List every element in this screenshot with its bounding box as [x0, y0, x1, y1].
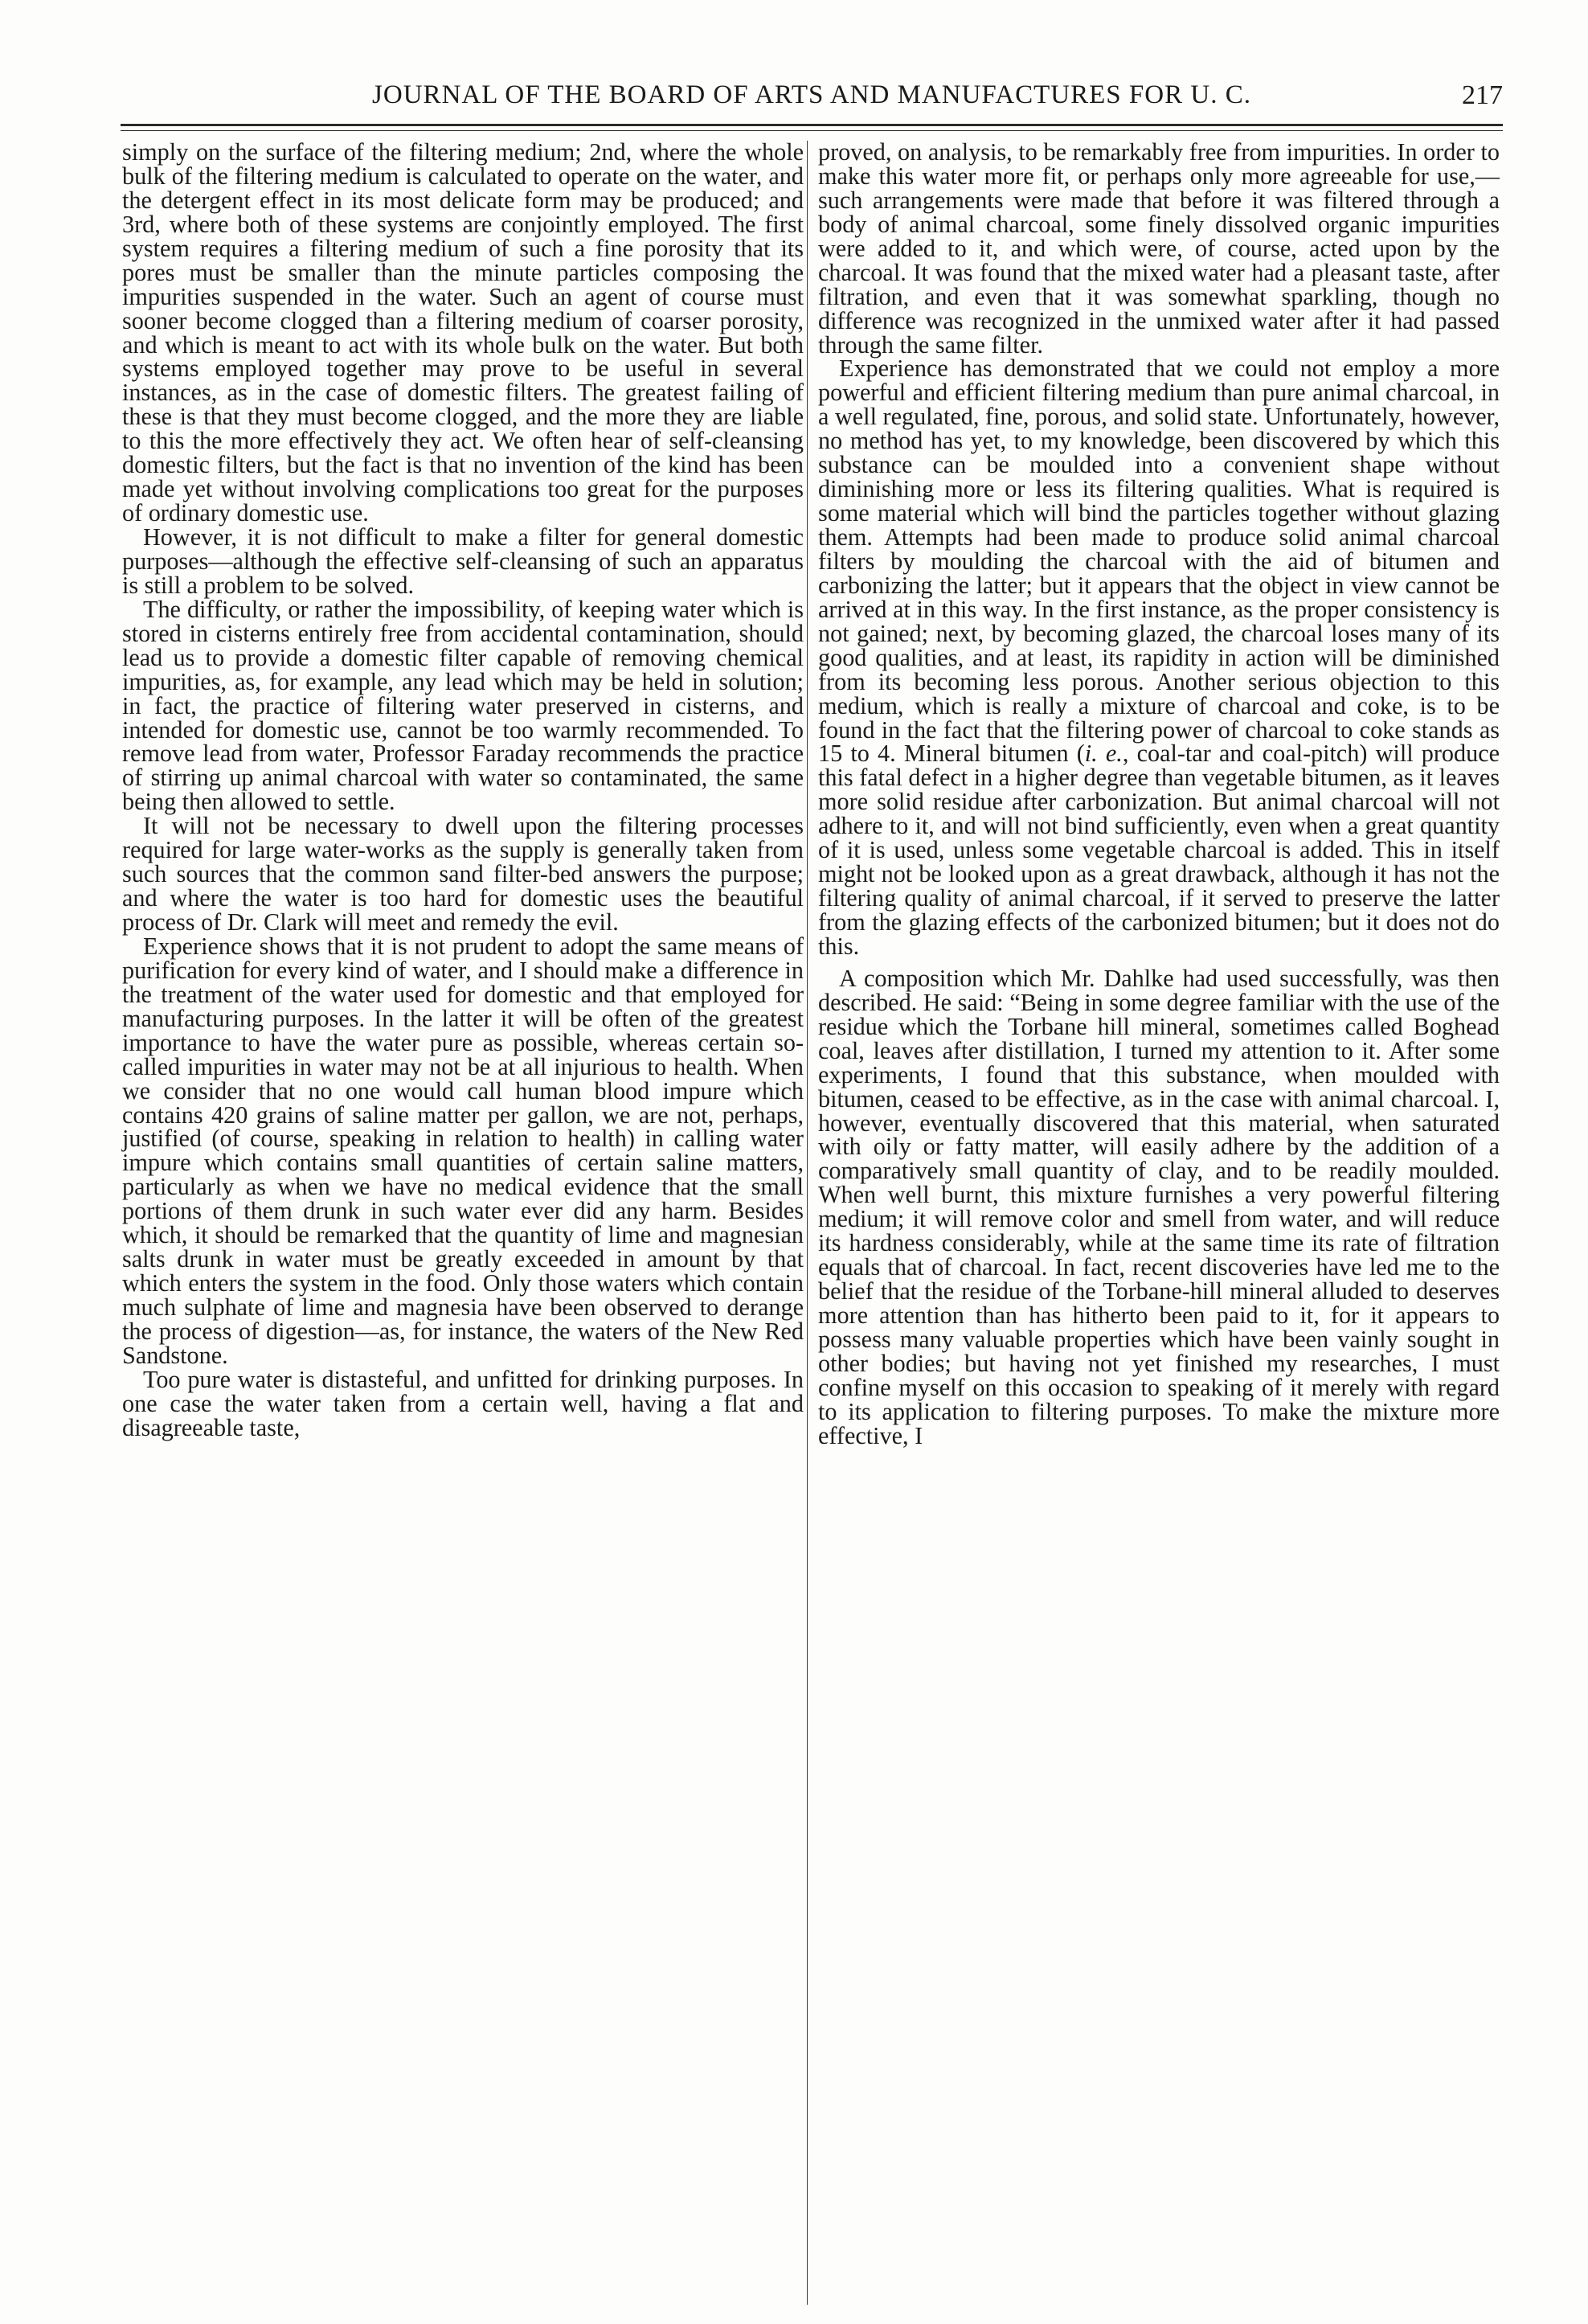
header-rule-thin — [121, 130, 1503, 131]
paragraph: simply on the surface of the filtering medium; 2nd, where the whole bulk of the filtering medium is calculated to operate on the water, and the detergent effect in its most delicate form may be produced; and 3rd, where both of these systems are conjointly employed. The first system requires a filtering medium of such a fine porosity that its pores must be smaller than the minute particles composing the impurities suspended in the water. Such an agent of course must sooner become clogged than a filtering medium of coarser porosity, and which is meant to act with its whole bulk on the water. But both systems employed together may prove to be useful in several instances, as in the case of domestic filters. The greatest failing of these is that they must become clogged, and the more they are liable to this the more effectively they act. We often hear of self-cleansing domestic filters, but the fact is that no invention of the kind has been made yet without involving complications too great for the purposes of ordinary domestic use. — [122, 138, 804, 527]
page-number: 217 — [1462, 80, 1503, 110]
right-column — [818, 138, 1500, 1449]
paragraph: The difficulty, or rather the impossibility, of keeping water which is stored in cisterns entirely free from accidental contamination, should lead us to provide a domestic filter capable of removing chemical impurities, as, for example, any lead which may be held in solution; in fact, the practice of filtering water preserved in cisterns, and intended for domestic use, cannot be too warmly recommended. To remove lead from water, Professor Faraday recommends the practice of stirring up animal charcoal with water so contaminated, the same being then allowed to settle. — [122, 595, 804, 816]
paragraph: However, it is not difficult to make a filter for general domestic purposes—although the effective self-cleansing of such an apparatus is still a problem to be solved. — [122, 523, 804, 599]
running-head — [121, 80, 1503, 121]
paragraph: Too pure water is distasteful, and unfitted for drinking purposes. In one case the water taken from a certain well, having a flat and disagreeable taste, — [122, 1365, 804, 1441]
paragraph: Experience shows that it is not prudent to adopt the same means of purification for every kind of water, and I should make a difference in the treatment of the water used for domestic and that employed for manufacturing purposes. In the latter it will be often of the greatest importance to have the water pure as possible, whereas certain so-called impurities in water may not be at all injurious to health. When we consider that no one would call human blood impure which contains 420 grains of saline matter per gallon, we are not, perhaps, justified (of course, speaking in relation to health) in calling water impure which contains small quantities of certain saline matters, particularly as when we have no medical evidence that the small portions of them drunk in such water ever did any harm. Besides which, it should be remarked that the quantity of lime and magnesian salts drunk in water must be greatly exceeded in amount by that which enters the system in the food. Only those waters which contain much sulphate of lime and magnesia have been observed to derange the process of digestion—as, for instance, the waters of the New Red Sandstone. — [122, 932, 804, 1369]
paragraph-text: Experience has demonstrated that we could not employ a more powerful and efficient filtering medium than pure animal charcoal, in a well regulated, fine, porous, and solid state. Unfortunately, however, no method has yet, to my knowledge, been discovered by which this substance can be moulded into a convenient shape without diminishing more or less its filtering qualities. What is required is some material which will bind the particles together without glazing them. Attempts had been made to produce solid animal charcoal filters by moulding the charcoal with the aid of bitumen and carbonizing the latter; but it appears that the object in view cannot be arrived at in this way. In the first instance, as the proper consistency is not gained; next, by becoming glazed, the charcoal loses many of its good qualities, and at least, its rapidity in action will be diminished from its becoming less porous. Another serious objection to this medium, which is really a mixture of charcoal and coke, is to be found in the fact that the filtering power of charcoal to coke stands as 15 to 4. Mineral bitumen ( — [818, 355, 1500, 768]
paragraph: proved, on analysis, to be remarkably free from impurities. In order to make this water more fit, or perhaps only more agreeable for use,—such arrangements were made that before it was filtered through a body of animal charcoal, some finely dissolved organic impurities were added to it, and which were, of course, acted upon by the charcoal. It was found that the mixed water had a pleasant taste, after filtration, and even that it was somewhat sparkling, though no difference was recognized in the unmixed water after it had passed through the same filter. — [818, 138, 1500, 359]
paragraph: A composition which Mr. Dahlke had used successfully, was then described. He said: “Being in some degree familiar with the use of the residue which the Torbane hill mineral, sometimes called Boghead coal, leaves after distillation, I turned my attention to it. After some experiments, I found that this substance, when moulded with bitumen, ceased to be effective, as in the case with animal charcoal. I, however, eventually discovered that this material, when saturated with oily or fatty matter, will easily adhere by the addition of a comparatively small quantity of clay, and to be readily moulded. When well burnt, this mixture furnishes a very powerful filtering medium; it will remove color and smell from water, and will reduce its hardness considerably, while at the same time its rate of filtration equals that of charcoal. In fact, recent discoveries have led me to the belief that the residue of the Torbane-hill mineral alluded to deserves more attention than has hitherto been paid to it, for it appears to possess many valuable properties which have been vainly sought in other bodies; but having not yet finished my researches, I must confine myself on this occasion to speaking of it merely with regard to its application to filtering purposes. To make the mixture more effective, I — [818, 964, 1500, 1449]
header-rule-thick — [121, 124, 1503, 126]
journal-title: JOURNAL OF THE BOARD OF ARTS AND MANUFACTURES FOR U. C. — [372, 80, 1251, 109]
paragraph: It will not be necessary to dwell upon the filtering processes required for large water-works as the supply is generally taken from such sources that the common sand filter-bed answers the purpose; and where the water is too hard for domestic uses the beautiful process of Dr. Clark will meet and remedy the evil. — [122, 812, 804, 936]
paragraph-text: , coal-tar and coal-pitch) will produce this fatal defect in a higher degree than vegetable bitumen, as it leaves more solid residue after carbonization. But animal charcoal will not adhere to it, and will not bind sufficiently, even when a great quantity of it is used, unless some vegetable charcoal is added. This in itself might not be looked upon as a great drawback, although it has not the filtering quality of animal charcoal, if it served to preserve the latter from the glazing effects of the carbonized bitumen; but it does not do this. — [818, 740, 1500, 960]
paragraph — [818, 357, 1500, 958]
left-column — [122, 138, 804, 1441]
column-divider — [807, 141, 808, 2305]
italic-abbreviation: i. e. — [1084, 740, 1123, 768]
